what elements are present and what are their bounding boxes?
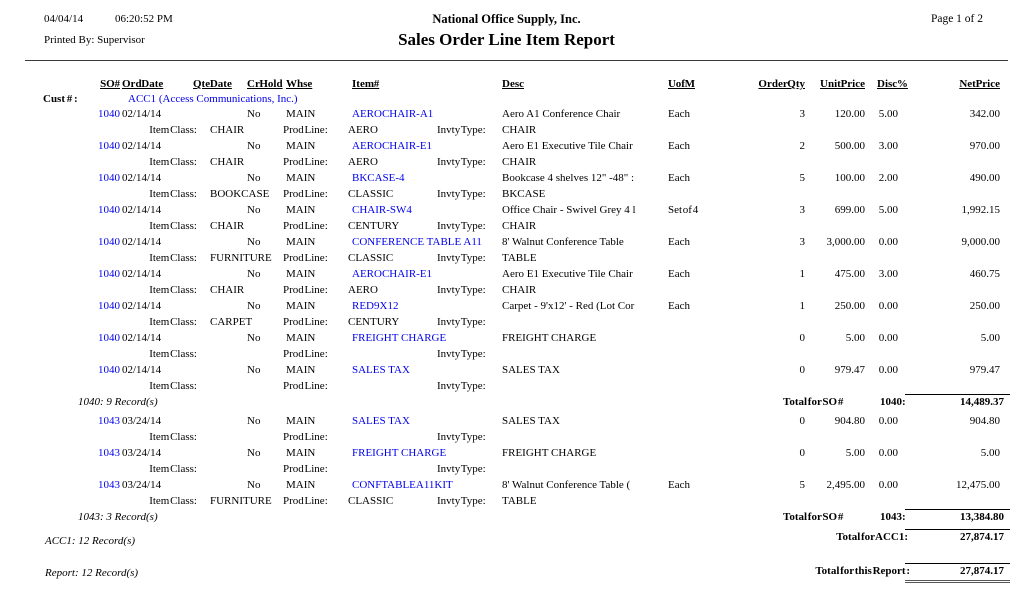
item-row-detail	[0, 461, 1013, 477]
cr-hold-value: No	[247, 332, 261, 344]
unit-price-value: 5.00	[845, 447, 865, 459]
col-item: Item #	[352, 78, 380, 90]
item-desc-value: FREIGHT CHARGE	[502, 332, 597, 344]
so-total-amount: 13,384.80	[905, 509, 1010, 523]
page-indicator: Page 1 of 2	[930, 13, 983, 25]
cr-hold-value: No	[247, 236, 261, 248]
so-number-link[interactable]: 1043	[98, 415, 120, 427]
so-total-label: Total for SO #	[783, 396, 844, 408]
whse-value: MAIN	[286, 479, 316, 491]
item-desc-value: 8' Walnut Conference Table (	[502, 479, 631, 491]
so-number-link[interactable]: 1040	[98, 172, 120, 184]
order-qty-value: 0	[799, 415, 805, 427]
ord-date-value: 03/24/14	[122, 447, 162, 459]
prod-line-value: CLASSIC	[348, 188, 394, 200]
order-qty-value: 5	[799, 172, 805, 184]
item-row-detail	[0, 186, 1013, 202]
item-number-link[interactable]: AEROCHAIR-A1	[352, 108, 434, 120]
company-name: National Office Supply, Inc.	[432, 12, 581, 26]
order-qty-value: 5	[799, 479, 805, 491]
uofm-value: Each	[668, 140, 690, 152]
unit-price-value: 120.00	[834, 108, 865, 120]
item-row-main	[0, 234, 1013, 250]
prod-line-label: Prod Line:	[283, 431, 328, 443]
printed-by-value: Supervisor	[97, 34, 145, 46]
so-total-amount: 14,489.37	[905, 394, 1010, 408]
item-number-link[interactable]: RED9X12	[352, 300, 399, 312]
item-row-main	[0, 362, 1013, 378]
col-so: SO #	[100, 78, 120, 90]
whse-value: MAIN	[286, 140, 316, 152]
item-row-main	[0, 266, 1013, 282]
col-disc: Disc %	[877, 78, 908, 90]
disc-pct-value: 0.00	[878, 236, 898, 248]
unit-price-value: 250.00	[834, 300, 865, 312]
so-number-link[interactable]: 1040	[98, 268, 120, 280]
net-price-value: 979.47	[969, 364, 1000, 376]
invty-type-label: Invty Type:	[437, 495, 486, 507]
so-records-note: 1043: 3 Record(s)	[78, 511, 158, 523]
item-row-detail	[0, 122, 1013, 138]
cr-hold-value: No	[247, 479, 261, 491]
item-class-label: Item Class:	[149, 156, 197, 168]
item-number-link[interactable]: SALES TAX	[352, 415, 410, 427]
line-items	[0, 106, 1013, 528]
item-desc-value: Bookcase 4 shelves 12" -48" :	[502, 172, 635, 184]
item-number-link[interactable]: FREIGHT CHARGE	[352, 332, 447, 344]
report-body-wrap	[0, 106, 1013, 589]
item-desc-value: Carpet - 9'x12' - Red (Lot Cor	[502, 300, 635, 312]
item-class-label: Item Class:	[149, 380, 197, 392]
cr-hold-value: No	[247, 172, 261, 184]
so-group-footer	[0, 509, 1013, 528]
item-class-label: Item Class:	[149, 252, 197, 264]
item-desc-value: SALES TAX	[502, 364, 560, 376]
item-number-link[interactable]: BKCASE-4	[352, 172, 405, 184]
so-group-footer	[0, 394, 1013, 413]
invty-type-label: Invty Type:	[437, 220, 486, 232]
prod-line-label: Prod Line:	[283, 495, 328, 507]
prod-line-label: Prod Line:	[283, 156, 328, 168]
disc-pct-value: 5.00	[878, 108, 898, 120]
order-qty-value: 0	[799, 447, 805, 459]
prod-line-label: Prod Line:	[283, 220, 328, 232]
item-class-label: Item Class:	[149, 124, 197, 136]
item-number-link[interactable]: AEROCHAIR-E1	[352, 268, 433, 280]
invty-type-label: Invty Type:	[437, 124, 486, 136]
item-row-detail	[0, 314, 1013, 330]
unit-price-value: 5.00	[845, 332, 865, 344]
so-total-label: Total for SO #	[783, 511, 844, 523]
item-row-detail	[0, 493, 1013, 509]
report-records-note: Report: 12 Record(s)	[45, 567, 139, 579]
item-class-value: CHAIR	[210, 220, 245, 232]
unit-price-value: 3,000.00	[826, 236, 865, 248]
order-qty-value: 1	[799, 268, 805, 280]
so-total-number: 1040:	[880, 396, 906, 408]
net-price-value: 5.00	[980, 447, 1000, 459]
prod-line-value: CLASSIC	[348, 495, 394, 507]
so-records-note: 1040: 9 Record(s)	[78, 396, 158, 408]
item-number-link[interactable]: AEROCHAIR-E1	[352, 140, 433, 152]
uofm-value: Each	[668, 300, 690, 312]
prod-line-label: Prod Line:	[283, 284, 328, 296]
whse-value: MAIN	[286, 236, 316, 248]
ord-date-value: 02/14/14	[122, 172, 162, 184]
item-desc-value: SALES TAX	[502, 415, 560, 427]
unit-price-value: 475.00	[834, 268, 865, 280]
prod-line-label: Prod Line:	[283, 124, 328, 136]
prod-line-label: Prod Line:	[283, 380, 328, 392]
invty-type-label: Invty Type:	[437, 252, 486, 264]
item-row-detail	[0, 218, 1013, 234]
whse-value: MAIN	[286, 415, 316, 427]
customer-link[interactable]: ACC1 (Access Communications, Inc.)	[128, 93, 298, 105]
so-number-link[interactable]: 1043	[98, 479, 120, 491]
ord-date-value: 02/14/14	[122, 108, 162, 120]
net-price-value: 12,475.00	[956, 479, 1000, 491]
cr-hold-value: No	[247, 140, 261, 152]
whse-value: MAIN	[286, 300, 316, 312]
invty-type-label: Invty Type:	[437, 284, 486, 296]
item-class-value: CARPET	[210, 316, 253, 328]
item-row-main	[0, 106, 1013, 122]
disc-pct-value: 0.00	[878, 364, 898, 376]
item-row-detail	[0, 346, 1013, 362]
net-price-value: 460.75	[969, 268, 1000, 280]
customer-total-row	[0, 529, 1013, 551]
prod-line-value: CENTURY	[348, 316, 400, 328]
ord-date-value: 02/14/14	[122, 364, 162, 376]
invty-type-value: BKCASE	[502, 188, 546, 200]
item-class-value: CHAIR	[210, 156, 245, 168]
uofm-value: Each	[668, 108, 690, 120]
item-number-link[interactable]: CHAIR-SW4	[352, 204, 412, 216]
cr-hold-value: No	[247, 300, 261, 312]
cust-number-label: Cust # :	[43, 93, 78, 105]
so-number-link[interactable]: 1043	[98, 447, 120, 459]
unit-price-value: 100.00	[834, 172, 865, 184]
item-row-main	[0, 170, 1013, 186]
item-desc-value: 8' Walnut Conference Table	[502, 236, 624, 248]
item-desc-value: Aero E1 Executive Tile Chair	[502, 268, 633, 280]
invty-type-label: Invty Type:	[437, 431, 486, 443]
cr-hold-value: No	[247, 268, 261, 280]
uofm-value: Each	[668, 236, 690, 248]
ord-date-value: 02/14/14	[122, 236, 162, 248]
disc-pct-value: 5.00	[878, 204, 898, 216]
report-total-label: Total for this Report :	[815, 565, 910, 577]
disc-pct-value: 0.00	[878, 332, 898, 344]
order-qty-value: 2	[799, 140, 805, 152]
prod-line-value: CENTURY	[348, 220, 400, 232]
net-price-value: 250.00	[969, 300, 1000, 312]
item-row-detail	[0, 250, 1013, 266]
ord-date-value: 02/14/14	[122, 300, 162, 312]
item-desc-value: Aero A1 Conference Chair	[502, 108, 621, 120]
unit-price-value: 979.47	[834, 364, 865, 376]
item-class-value: CHAIR	[210, 284, 245, 296]
report-title: Sales Order Line Item Report	[398, 30, 615, 49]
col-order-qty: Order Qty	[758, 78, 805, 90]
prod-line-label: Prod Line:	[283, 348, 328, 360]
column-header-row	[0, 76, 1013, 92]
col-qte-date: Qte Date	[193, 78, 232, 90]
invty-type-label: Invty Type:	[437, 188, 486, 200]
ord-date-value: 02/14/14	[122, 140, 162, 152]
item-class-label: Item Class:	[149, 348, 197, 360]
cr-hold-value: No	[247, 204, 261, 216]
printed-by-label: Printed By:	[44, 34, 95, 46]
invty-type-label: Invty Type:	[437, 463, 486, 475]
order-qty-value: 0	[799, 364, 805, 376]
invty-type-value: CHAIR	[502, 284, 537, 296]
invty-type-label: Invty Type:	[437, 316, 486, 328]
whse-value: MAIN	[286, 447, 316, 459]
invty-type-label: Invty Type:	[437, 156, 486, 168]
disc-pct-value: 3.00	[878, 268, 898, 280]
so-total-number: 1043:	[880, 511, 906, 523]
item-number-link[interactable]: CONFERENCE TABLE A11	[352, 236, 482, 248]
print-time: 06:20:52 PM	[115, 13, 173, 25]
whse-value: MAIN	[286, 364, 316, 376]
invty-type-value: TABLE	[502, 495, 537, 507]
invty-type-value: CHAIR	[502, 124, 537, 136]
uofm-value: Each	[668, 268, 690, 280]
item-row-detail	[0, 282, 1013, 298]
net-price-value: 490.00	[969, 172, 1000, 184]
order-qty-value: 3	[799, 236, 805, 248]
so-number-link[interactable]: 1040	[98, 140, 120, 152]
item-class-label: Item Class:	[149, 495, 197, 507]
whse-value: MAIN	[286, 108, 316, 120]
invty-type-label: Invty Type:	[437, 380, 486, 392]
item-class-label: Item Class:	[149, 284, 197, 296]
so-number-link[interactable]: 1040	[98, 300, 120, 312]
order-qty-value: 3	[799, 204, 805, 216]
cr-hold-value: No	[247, 447, 261, 459]
item-row-main	[0, 413, 1013, 429]
item-class-value: FURNITURE	[210, 252, 272, 264]
invty-type-value: CHAIR	[502, 220, 537, 232]
invty-type-value: TABLE	[502, 252, 537, 264]
item-class-value: FURNITURE	[210, 495, 272, 507]
ord-date-value: 02/14/14	[122, 332, 162, 344]
item-number-link[interactable]: CONFTABLEA11KIT	[352, 479, 453, 491]
order-qty-value: 3	[799, 108, 805, 120]
whse-value: MAIN	[286, 204, 316, 216]
net-price-value: 9,000.00	[961, 236, 1000, 248]
item-desc-value: Aero E1 Executive Tile Chair	[502, 140, 633, 152]
item-row-main	[0, 298, 1013, 314]
customer-records-note: ACC1: 12 Record(s)	[45, 535, 136, 547]
item-class-label: Item Class:	[149, 220, 197, 232]
prod-line-value: AERO	[348, 156, 378, 168]
uofm-value: Each	[668, 479, 690, 491]
col-whse: Whse	[286, 78, 313, 90]
item-row-main	[0, 330, 1013, 346]
unit-price-value: 2,495.00	[826, 479, 865, 491]
customer-total-label: Total for ACC1:	[836, 531, 908, 543]
print-date: 04/04/14	[44, 13, 84, 25]
item-row-detail	[0, 378, 1013, 394]
header-divider	[25, 60, 1008, 61]
item-class-label: Item Class:	[149, 431, 197, 443]
prod-line-value: CLASSIC	[348, 252, 394, 264]
col-unit-price: Unit Price	[820, 78, 865, 90]
unit-price-value: 500.00	[834, 140, 865, 152]
order-qty-value: 1	[799, 300, 805, 312]
so-number-link[interactable]: 1040	[98, 204, 120, 216]
item-class-label: Item Class:	[149, 463, 197, 475]
col-ord-date: Ord Date	[122, 78, 164, 90]
disc-pct-value: 0.00	[878, 479, 898, 491]
item-row-main	[0, 445, 1013, 461]
cr-hold-value: No	[247, 108, 261, 120]
item-row-main	[0, 477, 1013, 493]
col-net-price: Net Price	[959, 78, 1000, 90]
customer-total-amount: 27,874.17	[905, 529, 1010, 543]
item-desc-value: FREIGHT CHARGE	[502, 447, 597, 459]
item-desc-value: Office Chair - Swivel Grey 4 l	[502, 204, 636, 216]
prod-line-label: Prod Line:	[283, 463, 328, 475]
prod-line-value: AERO	[348, 124, 378, 136]
prod-line-label: Prod Line:	[283, 188, 328, 200]
net-price-value: 970.00	[969, 140, 1000, 152]
whse-value: MAIN	[286, 332, 316, 344]
prod-line-label: Prod Line:	[283, 252, 328, 264]
ord-date-value: 02/14/14	[122, 204, 162, 216]
uofm-value: Each	[668, 172, 690, 184]
invty-type-value: CHAIR	[502, 156, 537, 168]
so-number-link[interactable]: 1040	[98, 108, 120, 120]
col-uofm: U of M	[668, 78, 695, 90]
uofm-value: Set of 4	[668, 204, 699, 216]
item-row-main	[0, 138, 1013, 154]
prod-line-value: AERO	[348, 284, 378, 296]
report-total-amount: 27,874.17	[905, 563, 1010, 583]
net-price-value: 5.00	[980, 332, 1000, 344]
unit-price-value: 699.00	[834, 204, 865, 216]
item-class-value: CHAIR	[210, 124, 245, 136]
prod-line-label: Prod Line:	[283, 316, 328, 328]
item-row-main	[0, 202, 1013, 218]
disc-pct-value: 2.00	[878, 172, 898, 184]
item-number-link[interactable]: FREIGHT CHARGE	[352, 447, 447, 459]
cr-hold-value: No	[247, 415, 261, 427]
ord-date-value: 03/24/14	[122, 415, 162, 427]
whse-value: MAIN	[286, 172, 316, 184]
item-class-label: Item Class:	[149, 316, 197, 328]
item-number-link[interactable]: SALES TAX	[352, 364, 410, 376]
whse-value: MAIN	[286, 268, 316, 280]
col-cr-hold: Cr Hold	[247, 78, 283, 90]
disc-pct-value: 0.00	[878, 300, 898, 312]
item-class-label: Item Class:	[149, 188, 197, 200]
report-total-row	[0, 563, 1013, 589]
invty-type-label: Invty Type:	[437, 348, 486, 360]
so-number-link[interactable]: 1040	[98, 332, 120, 344]
unit-price-value: 904.80	[834, 415, 865, 427]
net-price-value: 342.00	[969, 108, 1000, 120]
so-number-link[interactable]: 1040	[98, 236, 120, 248]
ord-date-value: 03/24/14	[122, 479, 162, 491]
cr-hold-value: No	[247, 364, 261, 376]
item-class-value: BOOKCASE	[210, 188, 270, 200]
disc-pct-value: 0.00	[878, 415, 898, 427]
item-row-detail	[0, 154, 1013, 170]
net-price-value: 904.80	[969, 415, 1000, 427]
col-desc: Desc	[502, 78, 524, 90]
ord-date-value: 02/14/14	[122, 268, 162, 280]
disc-pct-value: 0.00	[878, 447, 898, 459]
item-row-detail	[0, 429, 1013, 445]
disc-pct-value: 3.00	[878, 140, 898, 152]
net-price-value: 1,992.15	[961, 204, 1000, 216]
so-number-link[interactable]: 1040	[98, 364, 120, 376]
order-qty-value: 0	[799, 332, 805, 344]
